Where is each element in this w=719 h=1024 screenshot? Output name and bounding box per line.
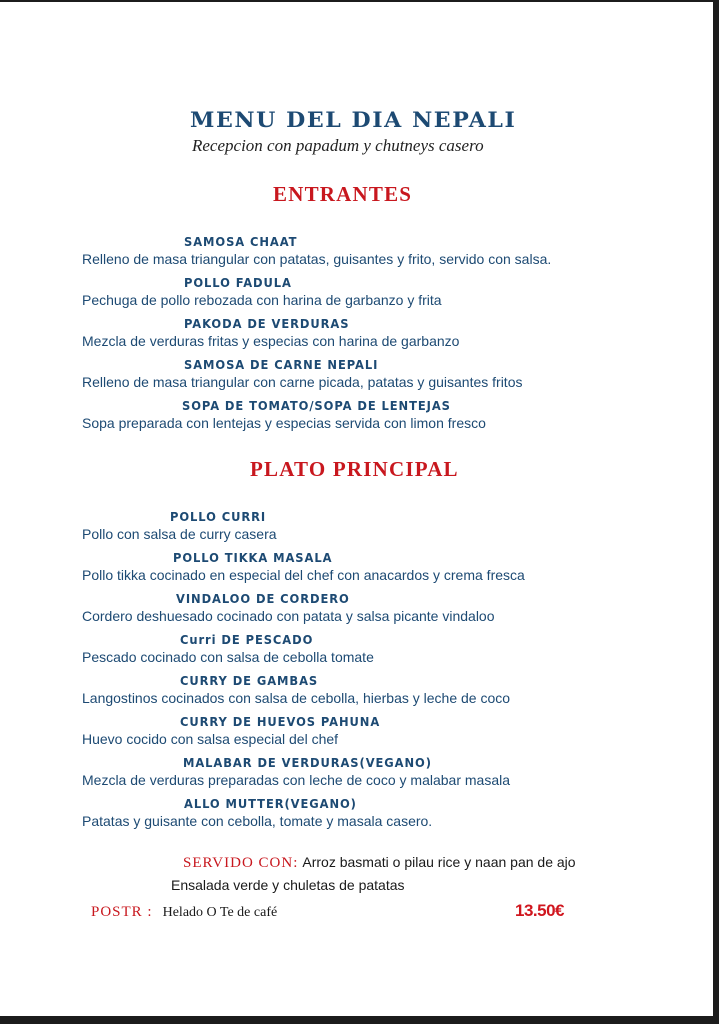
- dish-description: Relleno de masa triangular con patatas, guisantes y frito, servido con salsa.: [82, 251, 552, 267]
- served-with-label: SERVIDO CON:: [183, 855, 299, 871]
- served-with-line: [183, 854, 576, 872]
- dish-name: POLLO CURRI: [170, 509, 267, 524]
- section-heading-entrantes: ENTRANTES: [273, 182, 413, 206]
- menu-page: [0, 2, 713, 1016]
- served-with-line-2: Ensalada verde y chuletas de patatas: [171, 877, 405, 893]
- postre-line: [91, 903, 277, 921]
- dish-name: SAMOSA DE CARNE NEPALI: [184, 357, 379, 372]
- dish-description: Cordero deshuesado cocinado con patata y salsa picante vindaloo: [82, 608, 495, 624]
- dish-name: ALLO MUTTER(VEGANO): [184, 796, 357, 811]
- dish-description: Pollo con salsa de curry casera: [82, 526, 277, 542]
- menu-price: 13.50€: [515, 901, 564, 920]
- dish-description: Mezcla de verduras fritas y especias con harina de garbanzo: [82, 333, 460, 349]
- dish-name: SOPA DE TOMATO/SOPA DE LENTEJAS: [182, 398, 451, 413]
- dish-description: Pechuga de pollo rebozada con harina de garbanzo y frita: [82, 292, 442, 308]
- dish-description: Langostinos cocinados con salsa de cebolla, hierbas y leche de coco: [82, 690, 511, 706]
- dish-description: Sopa preparada con lentejas y especias servida con limon fresco: [82, 415, 486, 431]
- dish-name: POLLO TIKKA MASALA: [173, 550, 333, 565]
- dish-name: POLLO FADULA: [184, 275, 292, 290]
- dish-description: Huevo cocido con salsa especial del chef: [82, 731, 339, 747]
- dish-description: Mezcla de verduras preparadas con leche de coco y malabar masala: [82, 772, 511, 788]
- dish-name: VINDALOO DE CORDERO: [176, 591, 350, 606]
- dish-name: SAMOSA CHAAT: [184, 234, 298, 249]
- dish-name: PAKODA DE VERDURAS: [184, 316, 350, 331]
- section-heading-plato-principal: PLATO PRINCIPAL: [250, 457, 459, 481]
- postre-label: POSTR :: [91, 904, 153, 920]
- dish-description: Pollo tikka cocinado en especial del chef con anacardos y crema fresca: [82, 567, 525, 583]
- dish-description: Pescado cocinado con salsa de cebolla tomate: [82, 649, 374, 665]
- dish-name: MALABAR DE VERDURAS(VEGANO): [183, 755, 432, 770]
- menu-subtitle: Recepcion con papadum y chutneys casero: [192, 136, 484, 155]
- dish-description: Patatas y guisante con cebolla, tomate y masala casero.: [82, 813, 433, 829]
- dish-name: Curri DE PESCADO: [180, 632, 314, 647]
- postre-text: Helado O Te de café: [162, 905, 278, 920]
- dish-name: CURRY DE HUEVOS PAHUNA: [180, 714, 381, 729]
- menu-title: MENU DEL DIA NEPALI: [190, 107, 517, 132]
- dish-description: Relleno de masa triangular con carne picada, patatas y guisantes fritos: [82, 374, 523, 390]
- served-with-text: Arroz basmati o pilau rice y naan pan de ajo: [302, 854, 576, 870]
- dish-name: CURRY DE GAMBAS: [180, 673, 319, 688]
